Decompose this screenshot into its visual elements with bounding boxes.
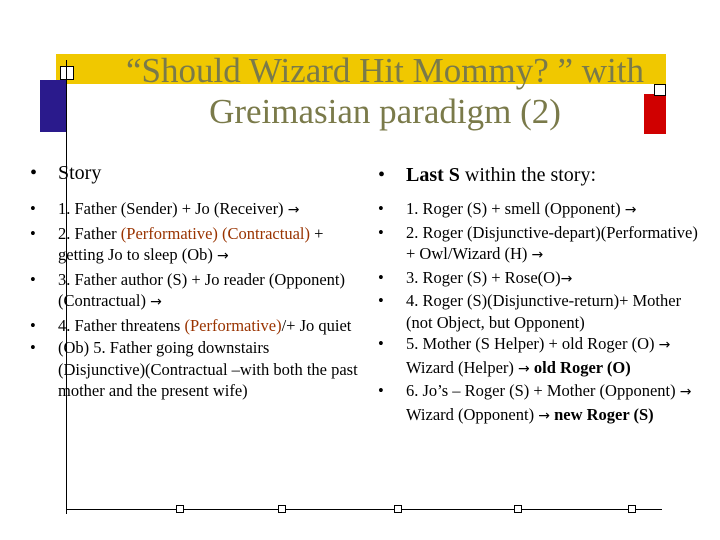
- list-item: • 1. Father (Sender) + Jo (Receiver) →: [30, 199, 300, 218]
- bullet-icon: •: [30, 338, 36, 357]
- bullet-icon: •: [30, 223, 36, 243]
- list-item: • 2. Roger (Disjunctive-depart)(Performative) + Owl/Wizard (H) →: [378, 222, 698, 263]
- list-item: • 1. Roger (S) + smell (Opponent) →: [378, 199, 637, 218]
- arrow-icon: →: [560, 270, 573, 287]
- bullet-icon: •: [30, 269, 36, 289]
- arrow-icon: →: [531, 247, 544, 263]
- story-heading-text: Story: [58, 162, 102, 184]
- arrow-icon: →: [287, 202, 300, 218]
- last-s-heading-text: within the story:: [459, 164, 597, 186]
- arrow-icon: →: [518, 360, 530, 377]
- deco-bottom-tick-2: [278, 505, 286, 513]
- list-item: • 3. Roger (S) + Rose(O)→: [378, 267, 573, 287]
- slide-title-line-2: Greimasian paradigm (2): [209, 92, 561, 131]
- bullet-icon: •: [30, 199, 36, 218]
- story-heading: [30, 160, 360, 186]
- list-item: • 4. Roger (S)(Disjunctive-return)+ Mother (not Object, but Opponent): [378, 291, 682, 332]
- deco-bottom-tick-3: [394, 505, 402, 513]
- deco-bottom-tick-1: [176, 505, 184, 513]
- bullet-icon: •: [378, 334, 384, 353]
- arrow-icon: →: [150, 294, 162, 310]
- bullet-icon: •: [378, 291, 384, 310]
- slide-title-line-1: “Should Wizard Hit Mommy? ” with: [125, 51, 644, 90]
- slide-title: [60, 50, 710, 132]
- last-s-heading-bold: Last S: [406, 164, 460, 186]
- list-item: • (Ob) 5. Father going downstairs (Disjunctive)(Contractual –with both the past mother and the present wife): [30, 338, 358, 400]
- right-column: [378, 162, 708, 427]
- bullet-icon: •: [30, 162, 38, 184]
- arrow-icon: →: [679, 384, 692, 400]
- list-item: • 5. Mother (S Helper) + old Roger (O) → Wizard (Helper) → old Roger (O): [378, 334, 671, 377]
- bullet-icon: •: [30, 315, 36, 335]
- list-item: • 6. Jo’s – Roger (S) + Mother (Opponent) → Wizard (Opponent) → new Roger (S): [378, 381, 692, 424]
- arrow-icon: →: [658, 337, 671, 353]
- deco-bottom-tick-5: [628, 505, 636, 513]
- arrow-icon: →: [538, 407, 550, 424]
- last-s-list: [378, 198, 708, 427]
- bullet-icon: •: [378, 199, 384, 218]
- deco-bottom-line: [66, 509, 662, 510]
- deco-bottom-tick-4: [514, 505, 522, 513]
- bullet-icon: •: [378, 222, 384, 242]
- arrow-icon: →: [624, 202, 637, 218]
- bullet-icon: •: [378, 164, 386, 186]
- list-item: • 2. Father (Performative) (Contractual) + getting Jo to sleep (Ob) →: [30, 223, 324, 264]
- list-item: • 3. Father author (S) + Jo reader (Opponent)(Contractual) →: [30, 269, 345, 310]
- story-list: [30, 198, 360, 402]
- left-column: [30, 160, 360, 403]
- bullet-icon: •: [378, 267, 384, 287]
- last-s-heading: [378, 162, 708, 188]
- arrow-icon: →: [217, 248, 229, 264]
- bullet-icon: •: [378, 381, 384, 400]
- list-item: • 4. Father threatens (Performative)/+ Jo quiet: [30, 315, 352, 335]
